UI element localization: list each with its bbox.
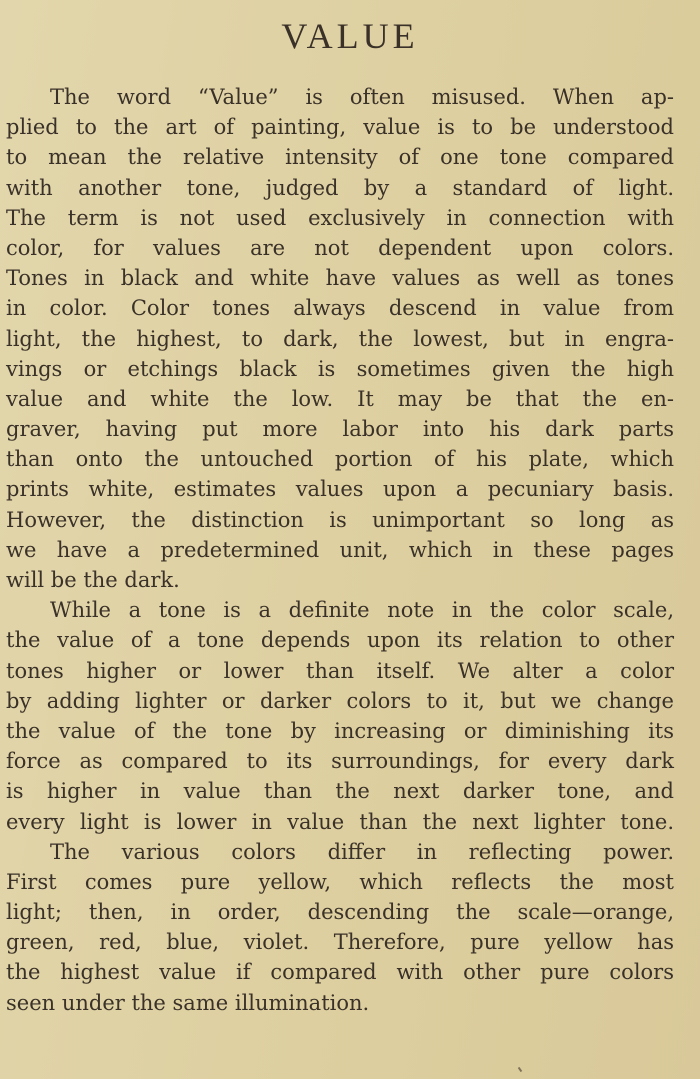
text-line: is higher in value than the next darker tone, and bbox=[6, 779, 674, 804]
text-line: light, the highest, to dark, the lowest, but in engra- bbox=[6, 326, 674, 351]
body-text bbox=[6, 82, 674, 1018]
text-line: graver, having put more labor into his dark parts bbox=[6, 417, 674, 442]
text-line: every light is lower in value than the next lighter tone. bbox=[6, 809, 674, 834]
text-line: than onto the untouched portion of his plate, which bbox=[6, 447, 674, 472]
text-line: plied to the art of painting, value is to be understood bbox=[6, 115, 674, 140]
text-line: The word “Value” is often misused. When ap- bbox=[50, 85, 674, 109]
text-line: tones higher or lower than itself. We alter a color bbox=[6, 658, 674, 683]
text-line: First comes pure yellow, which reflects the most bbox=[6, 869, 674, 894]
paragraph-2 bbox=[6, 595, 674, 837]
text-line: value and white the low. It may be that the en- bbox=[6, 386, 674, 411]
text-line: force as compared to its surroundings, for every dark bbox=[6, 749, 674, 774]
text-line: vings or etchings black is sometimes given the high bbox=[6, 356, 674, 381]
paragraph-1 bbox=[6, 82, 674, 595]
paragraph-3 bbox=[6, 837, 674, 1018]
text-line: However, the distinction is unimportant so long as bbox=[6, 507, 674, 532]
page-title: VALUE bbox=[281, 16, 419, 56]
text-line: color, for values are not dependent upon colors. bbox=[6, 235, 674, 260]
text-line: the highest value if compared with other pure colors bbox=[6, 960, 674, 985]
text-line: green, red, blue, violet. Therefore, pure yellow has bbox=[6, 930, 674, 955]
text-line: seen under the same illumination. bbox=[6, 990, 370, 1015]
text-line: The various colors differ in reflecting power. bbox=[50, 839, 674, 864]
text-line: Tones in black and white have values as well as tones bbox=[6, 266, 674, 291]
text-line: light; then, in order, descending the scale—orange, bbox=[6, 900, 674, 925]
print-speck bbox=[518, 1067, 523, 1072]
text-line: prints white, estimates values upon a pecuniary basis. bbox=[6, 477, 674, 502]
text-line: to mean the relative intensity of one tone compared bbox=[6, 145, 674, 170]
text-line: in color. Color tones always descend in value from bbox=[6, 296, 674, 321]
text-line: will be the dark. bbox=[6, 568, 180, 592]
text-line: The term is not used exclusively in connection with bbox=[6, 205, 674, 230]
text-line: the value of the tone by increasing or diminishing its bbox=[6, 718, 674, 743]
text-line: by adding lighter or darker colors to it, but we change bbox=[6, 688, 674, 713]
text-line: we have a predetermined unit, which in these pages bbox=[6, 537, 674, 562]
text-line: While a tone is a definite note in the color scale, bbox=[50, 598, 674, 623]
text-line: with another tone, judged by a standard of light. bbox=[6, 175, 674, 200]
text-line: the value of a tone depends upon its relation to other bbox=[6, 628, 674, 653]
